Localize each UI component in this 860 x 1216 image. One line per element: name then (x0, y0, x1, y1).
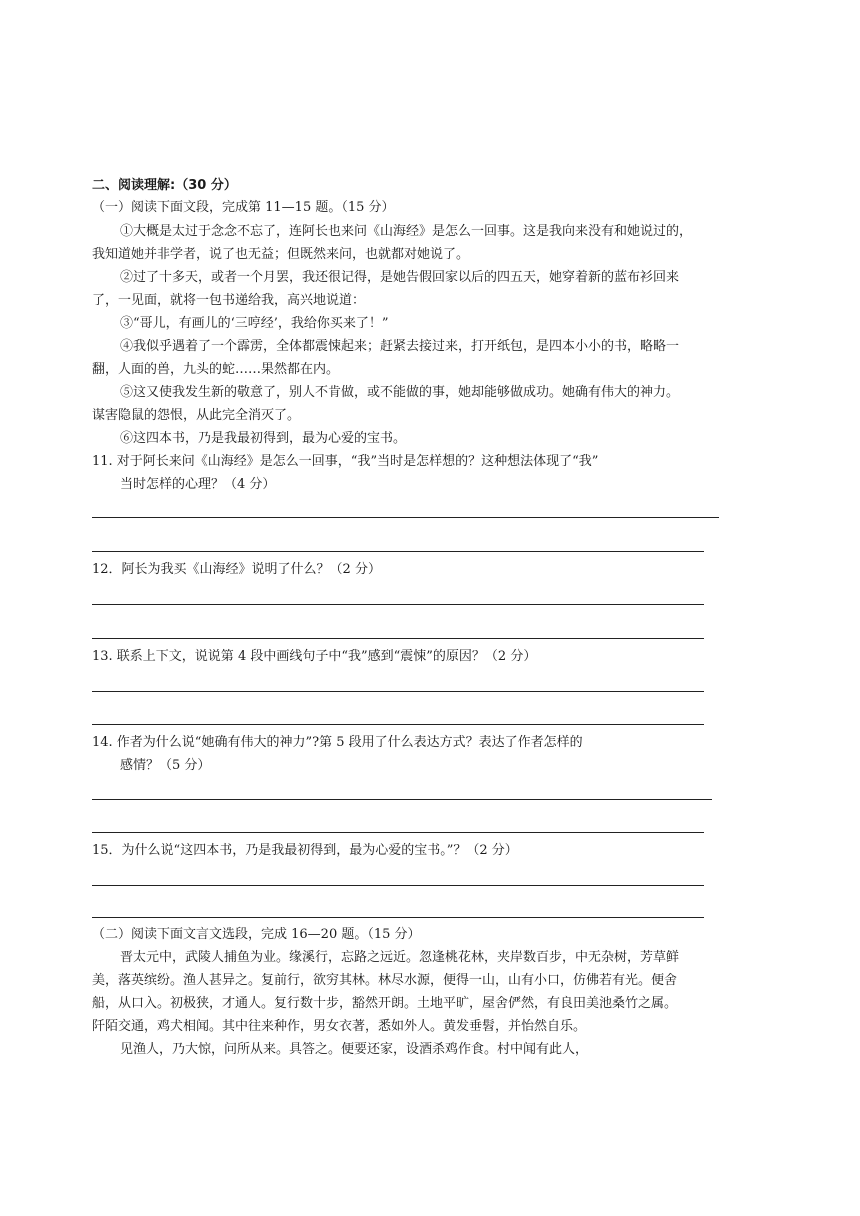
answer-line (92, 917, 704, 918)
classical-text-line3: 船，从口入。初极狭，才通人。复行数十步，豁然开朗。土地平旷，屋舍俨然，有良田美池桑竹之属。 (92, 996, 678, 1011)
answer-line (92, 691, 704, 692)
passage-p4-line1: ④我似乎遇着了一个霹雳，全体都震悚起来；赶紧去接过来，打开纸包，是四本小小的书，略略一 (120, 339, 680, 354)
classical-text-line2: 美，落英缤纷。渔人甚异之。复前行，欲穷其林。林尽水源，便得一山，山有小口，仿佛若有光。便舍 (92, 973, 678, 988)
answer-line (92, 832, 704, 833)
question-14-line2: 感情？（5 分） (120, 758, 211, 773)
passage-p1-line2: 我知道她并非学者，说了也无益；但既然来问，也就都对她说了。 (92, 247, 470, 262)
passage-p2-line2: 了，一见面，就将一包书递给我，高兴地说道： (92, 293, 366, 308)
question-12: 12．阿长为我买《山海经》说明了什么？（2 分） (92, 562, 381, 577)
section-title: 二、阅读理解:（30 分） (92, 178, 237, 193)
classical-text-line4: 阡陌交通，鸡犬相闻。其中往来种作，男女衣著，悉如外人。黄发垂髫，并怡然自乐。 (92, 1019, 587, 1034)
passage-p5-line1: ⑤这又使我发生新的敬意了，别人不肯做，或不能做的事，她却能够做成功。她确有伟大的神力。 (120, 385, 680, 400)
passage-p2-line1: ②过了十多天，或者一个月罢，我还很记得，是她告假回家以后的四五天，她穿着新的蓝布衫回来 (120, 270, 680, 285)
classical-text-line5: 见渔人，乃大惊，问所从来。具答之。便要还家，设酒杀鸡作食。村中闻有此人， (120, 1042, 589, 1057)
answer-line (92, 517, 719, 518)
answer-line (92, 799, 712, 800)
answer-line (92, 724, 704, 725)
passage-p4-line2: 翻，人面的兽，九头的蛇……果然都在内。 (92, 362, 340, 377)
part2-heading: （二）阅读下面文言文选段，完成 16—20 题。（15 分） (92, 927, 421, 942)
passage-p3-line1: ③“哥儿，有画儿的‘三哼经’，我给你买来了！” (120, 316, 389, 331)
question-15: 15．为什么说“这四本书，乃是我最初得到，最为心爱的宝书。”？（2 分） (92, 843, 518, 858)
part1-heading: （一）阅读下面文段，完成第 11—15 题。（15 分） (92, 200, 395, 215)
passage-p5-line2: 谋害隐鼠的怨恨，从此完全消灭了。 (92, 408, 301, 423)
passage-p1-line1: ①大概是太过于念念不忘了，连阿长也来问《山海经》是怎么一回事。这是我向来没有和她说过的， (120, 224, 693, 239)
passage-p6-line1: ⑥这四本书，乃是我最初得到，最为心爱的宝书。 (120, 431, 407, 446)
answer-line (92, 885, 704, 886)
answer-line (92, 551, 704, 552)
classical-text-line1: 晋太元中，武陵人捕鱼为业。缘溪行，忘路之远近。忽逢桃花林，夹岸数百步，中无杂树，芳草鲜 (120, 950, 680, 965)
question-11-line2: 当时怎样的心理？（4 分） (120, 477, 276, 492)
question-13: 13. 联系上下文，说说第 4 段中画线句子中“我”感到“震悚”的原因？（2 分） (92, 649, 537, 664)
question-11-line1: 11. 对于阿长来问《山海经》是怎么一回事，“我”当时是怎样想的？这种想法体现了“我” (92, 454, 599, 469)
answer-line (92, 604, 704, 605)
question-14-line1: 14. 作者为什么说“她确有伟大的神力”?第 5 段用了什么表达方式？表达了作者怎样的 (92, 735, 583, 750)
answer-line (92, 638, 704, 639)
